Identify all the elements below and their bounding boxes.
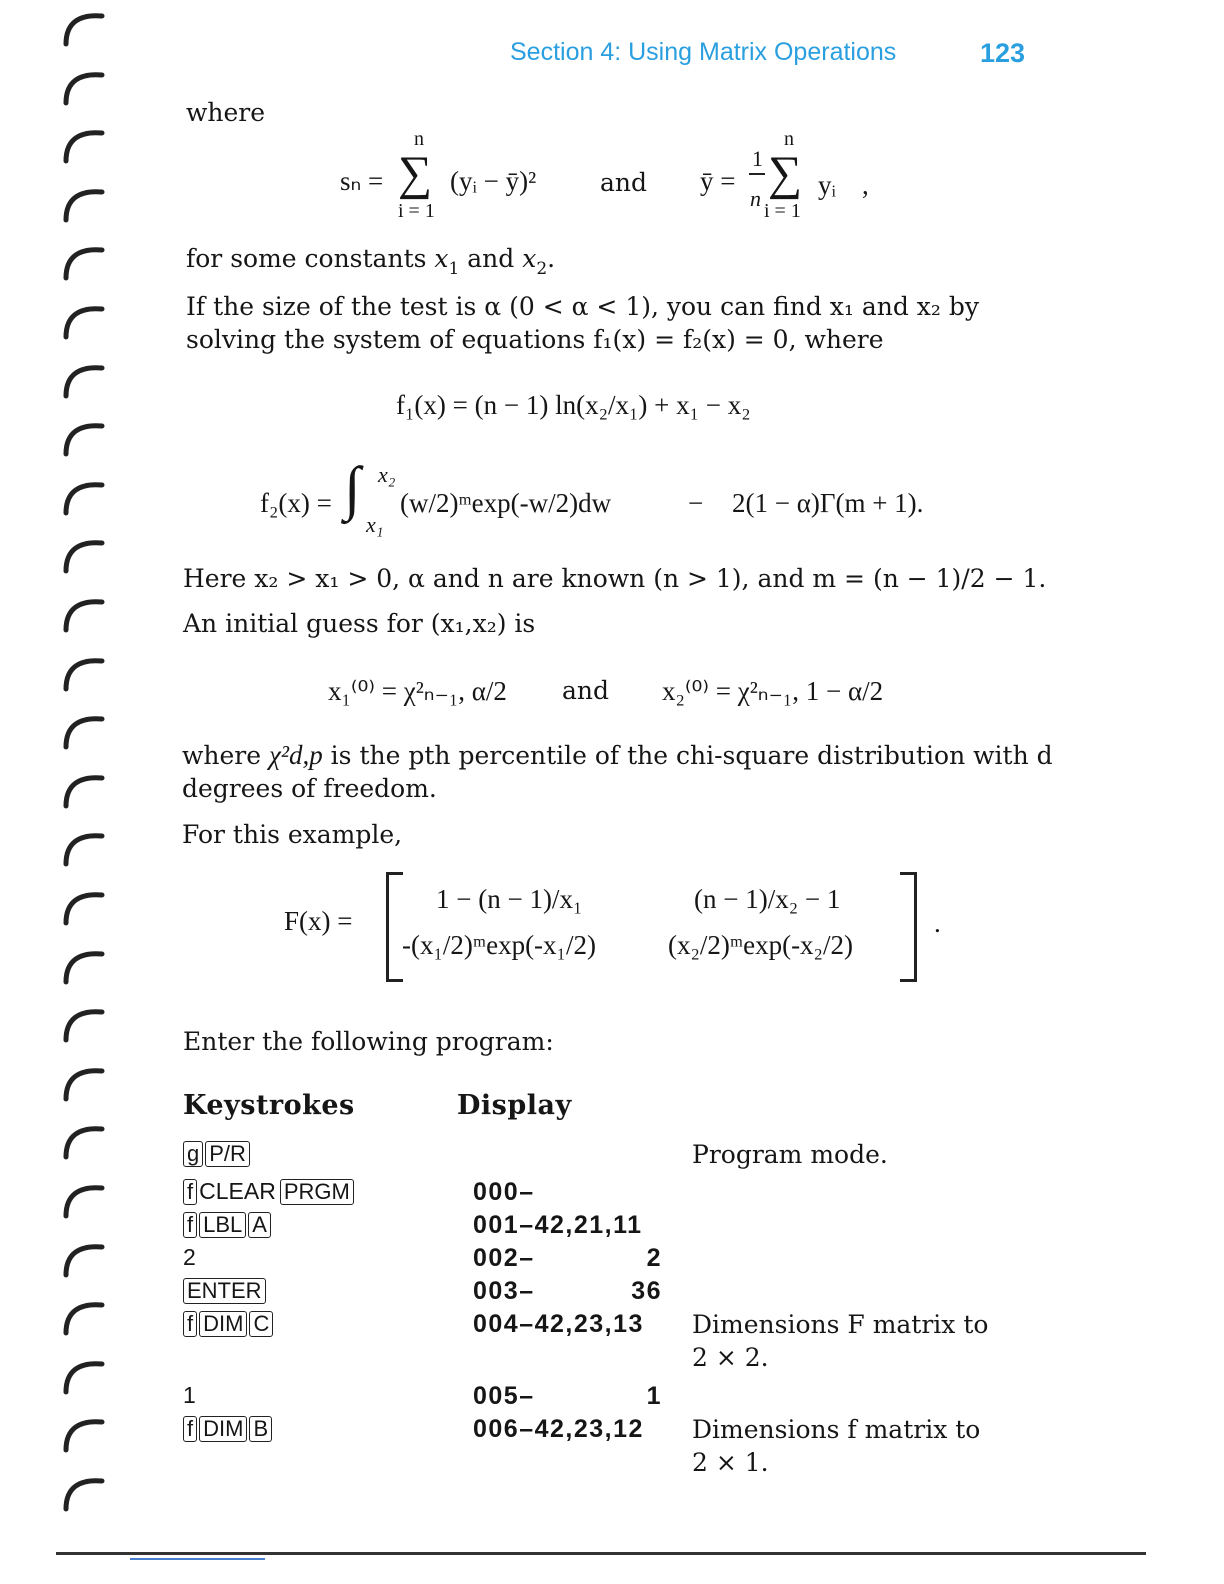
display-code: 001–42,21,11 — [473, 1211, 643, 1239]
binding-ring — [62, 1356, 112, 1396]
display-value: 2 — [646, 1244, 662, 1272]
integral-sign: ∫ — [344, 455, 361, 521]
calculator-key: f — [183, 1416, 197, 1442]
F-m12: (n − 1)/x₂ − 1 — [694, 884, 841, 914]
F-m21: -(x₁/2)ᵐexp(-x₁/2) — [402, 930, 596, 960]
sigma-2: ∑ — [768, 147, 803, 200]
calculator-key: PRGM — [280, 1179, 354, 1205]
display-code: 000– — [473, 1178, 535, 1206]
f2-lower-limit: x₁ — [366, 512, 384, 537]
binding-ring — [62, 946, 112, 986]
size-paragraph-line-2: solving the system of equations f₁(x) = f₂(x) = 0, where — [186, 325, 884, 354]
calculator-key: f — [183, 1212, 197, 1238]
f2-minus: − — [688, 488, 704, 518]
binding-ring — [62, 418, 112, 458]
sum-top-2: n — [784, 128, 794, 150]
row-comment: Dimensions F matrix to — [692, 1310, 989, 1339]
binding-ring — [62, 1414, 112, 1454]
binding-ring — [62, 1239, 112, 1279]
calculator-key: f — [183, 1179, 197, 1205]
ybar-frac-den: n — [750, 186, 761, 211]
binding-ring — [62, 770, 112, 810]
keystroke-cell — [183, 1211, 273, 1238]
initial-guess-line: An initial guess for (x₁,x₂) is — [183, 609, 536, 638]
f2-lhs: f₂(x) = — [260, 488, 332, 518]
F-m22: (x₂/2)ᵐexp(-x₂/2) — [668, 930, 853, 960]
display-value: 36 — [631, 1277, 662, 1305]
binding-ring — [62, 711, 112, 751]
row-comment-continued: 2 × 1. — [692, 1448, 769, 1477]
matrix-left-bracket — [386, 872, 403, 982]
f2-integrand: (w/2)ᵐexp(-w/2)dw — [400, 488, 612, 518]
calculator-key: g — [183, 1141, 203, 1167]
binding-ring — [62, 360, 112, 400]
chi-post: is the pth percentile of the chi-square distribution with d — [322, 741, 1053, 770]
row-comment-continued: 2 × 2. — [692, 1343, 769, 1372]
F-m11: 1 − (n − 1)/x₁ — [436, 884, 583, 914]
ybar-body: yᵢ — [818, 170, 836, 200]
constants-pre: for some constants — [186, 244, 435, 273]
chi-symbol: χ²d,p — [269, 740, 323, 770]
calculator-key: C — [249, 1311, 273, 1337]
display-code: 006–42,23,12 — [473, 1415, 644, 1443]
binding-ring — [62, 184, 112, 224]
binding-ring — [62, 1063, 112, 1103]
calculator-key: P/R — [205, 1141, 250, 1167]
sum-top-1: n — [414, 128, 424, 150]
page-bottom-mark — [130, 1558, 265, 1560]
binding-ring — [62, 477, 112, 517]
display-code: 003– — [473, 1277, 535, 1305]
sum-bottom-2: i = 1 — [764, 200, 801, 222]
keystroke-cell — [183, 1244, 200, 1271]
display-value: 1 — [646, 1382, 662, 1410]
F-lhs: F(x) = — [284, 906, 353, 936]
here-line: Here x₂ > x₁ > 0, α and n are known (n > 1), and m = (n − 1)/2 − 1. — [183, 564, 1047, 593]
keystroke-cell — [183, 1415, 274, 1442]
display-code: 005– — [473, 1382, 535, 1410]
constants-and: and — [459, 244, 523, 273]
binding-ring — [62, 653, 112, 693]
ybar-frac-num: 1 — [752, 146, 763, 171]
section-title: Section 4: Using Matrix Operations — [510, 38, 897, 66]
display-header: Display — [457, 1090, 572, 1121]
calculator-key: LBL — [199, 1212, 246, 1238]
keystrokes-header: Keystrokes — [183, 1090, 355, 1121]
calculator-key: f — [183, 1311, 197, 1337]
binding-ring — [62, 1004, 112, 1044]
period-1: . — [934, 908, 941, 938]
binding-ring — [62, 1180, 112, 1220]
for-example-line: For this example, — [182, 820, 403, 849]
x2-guess: x₂⁽⁰⁾ = χ²ₙ₋₁, 1 − α/2 — [662, 676, 884, 706]
calculator-key: B — [249, 1416, 272, 1442]
ybar-lhs: ȳ = — [700, 166, 736, 196]
binding-ring — [62, 67, 112, 107]
keystroke-cell — [183, 1140, 252, 1167]
keystroke-text: CLEAR — [199, 1178, 276, 1204]
sn-body: (yᵢ − ȳ)² — [450, 166, 537, 196]
calculator-key: DIM — [199, 1416, 247, 1442]
binding-ring — [62, 828, 112, 868]
enter-program-line: Enter the following program: — [183, 1027, 554, 1056]
where-label: where — [186, 98, 266, 127]
sigma-1: ∑ — [398, 147, 433, 200]
keystroke-cell — [183, 1382, 200, 1409]
binding-ring — [62, 1121, 112, 1161]
chi-definition-line — [182, 739, 1053, 772]
binding-ring — [62, 535, 112, 575]
display-code: 004–42,23,13 — [473, 1310, 644, 1338]
calculator-key: DIM — [199, 1311, 247, 1337]
binding-ring — [62, 1297, 112, 1337]
binding-ring — [62, 887, 112, 927]
degrees-line: degrees of freedom. — [182, 774, 437, 803]
keystroke-text: 1 — [183, 1382, 196, 1408]
f2-rhs: 2(1 − α)Γ(m + 1). — [732, 488, 924, 518]
f2-upper-limit: x₂ — [378, 462, 396, 487]
matrix-right-bracket — [900, 872, 917, 982]
row-comment: Dimensions f matrix to — [692, 1415, 981, 1444]
comma-1: , — [862, 170, 869, 200]
x1-guess: x₁⁽⁰⁾ = χ²ₙ₋₁, α/2 — [328, 676, 507, 706]
display-code: 002– — [473, 1244, 535, 1272]
keystroke-cell — [183, 1277, 268, 1304]
sn-lhs: sₙ = — [340, 166, 384, 196]
page-number: 123 — [980, 38, 1026, 68]
page-bottom-rule — [56, 1552, 1146, 1555]
keystroke-cell — [183, 1178, 356, 1205]
chi-pre: where — [182, 741, 269, 770]
binding-ring — [62, 242, 112, 282]
size-paragraph-line-1: If the size of the test is α (0 < α < 1), you can find x₁ and x₂ by — [186, 292, 980, 321]
sum-bottom-1: i = 1 — [398, 200, 435, 222]
f1-equation: f₁(x) = (n − 1) ln(x₂/x₁) + x₁ − x₂ — [396, 390, 751, 420]
keystroke-text: 2 — [183, 1244, 196, 1270]
binding-ring — [62, 301, 112, 341]
binding-ring — [62, 8, 112, 48]
binding-ring — [62, 1473, 112, 1513]
calculator-key: ENTER — [183, 1278, 266, 1304]
and-label-1: and — [600, 168, 648, 197]
binding-ring — [62, 125, 112, 165]
ybar-frac-bar — [749, 173, 765, 175]
binding-ring — [62, 594, 112, 634]
row-comment: Program mode. — [692, 1140, 888, 1169]
and-label-2: and — [562, 676, 610, 705]
constants-line: for some constants $x_1$ and $x_2$. — [186, 244, 556, 279]
calculator-key: A — [248, 1212, 271, 1238]
keystroke-cell — [183, 1310, 275, 1337]
